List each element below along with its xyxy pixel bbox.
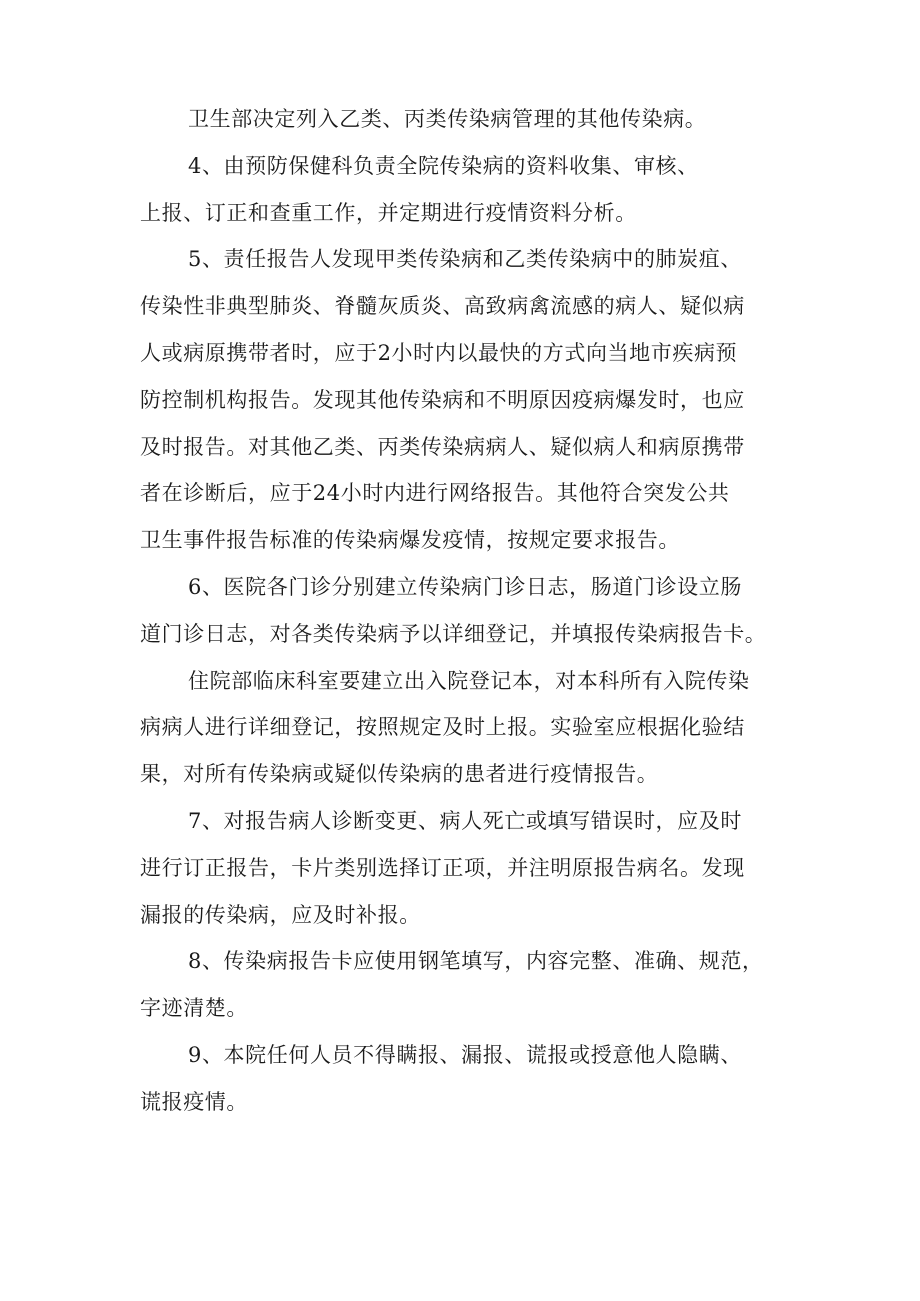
text-line: 卫生部决定列入乙类、丙类传染病管理的其他传染病。 xyxy=(188,107,707,131)
text-line: 卫生事件报告标准的传染病爆发疫情，按规定要求报告。 xyxy=(140,528,680,553)
text-line: 防控制机构报告。发现其他传染病和不明原因疫病爆发时，也应 xyxy=(140,387,745,412)
text-line: 7、对报告病人诊断变更、病人死亡或填写错误时，应及时 xyxy=(188,808,742,833)
text-line: 及时报告。对其他乙类、丙类传染病病人、疑似病人和病原携带 xyxy=(140,434,745,459)
text-line: 谎报疫情。 xyxy=(140,1089,248,1114)
text-line: 进行订正报告，卡片类别选择订正项，并注明原报告病名。发现 xyxy=(140,855,745,880)
text-line: 4、由预防保健科负责全院传染病的资料收集、审核、 xyxy=(188,153,699,178)
text-line: 漏报的传染病，应及时补报。 xyxy=(140,902,421,927)
text-line: 病病人进行详细登记，按照规定及时上报。实验室应根据化验结 xyxy=(140,715,745,740)
text-line: 果，对所有传染病或疑似传染病的患者进行疫情报告。 xyxy=(140,762,659,787)
text-line: 人或病原携带者时，应于2小时内以最快的方式向当地市疾病预 xyxy=(140,340,738,365)
text-line: 传染性非典型肺炎、脊髓灰质炎、高致病禽流感的病人、疑似病 xyxy=(140,294,745,319)
text-line: 住院部临床科室要建立出入院登记本，对本科所有入院传染 xyxy=(188,668,750,693)
text-line: 上报、订正和查重工作，并定期进行疫情资料分析。 xyxy=(140,200,637,225)
text-line: 5、责任报告人发现甲类传染病和乙类传染病中的肺炭疽、 xyxy=(188,247,742,272)
text-line: 6、医院各门诊分别建立传染病门诊日志，肠道门诊设立肠 xyxy=(188,574,742,599)
text-line: 8、传染病报告卡应使用钢笔填写，内容完整、准确、规范， xyxy=(188,949,764,974)
text-line: 9、本院任何人员不得瞒报、漏报、谎报或授意他人隐瞒、 xyxy=(188,1042,742,1067)
text-line: 道门诊日志，对各类传染病予以详细登记，并填报传染病报告卡。 xyxy=(140,621,767,646)
document-body xyxy=(140,96,790,1126)
text-line: 字迹清楚。 xyxy=(140,996,248,1021)
text-line: 者在诊断后，应于24小时内进行网络报告。其他符合突发公共 xyxy=(140,481,730,506)
